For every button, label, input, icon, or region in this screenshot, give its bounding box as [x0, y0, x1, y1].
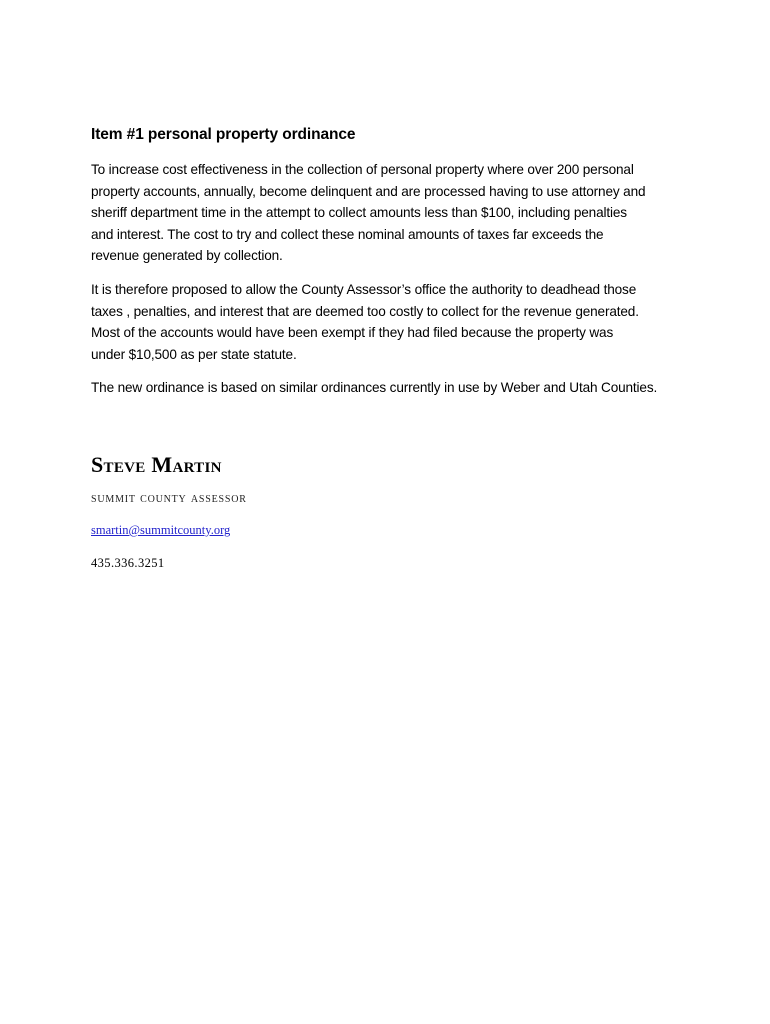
paragraph-2	[91, 279, 691, 365]
paragraph-line: under $10,500 as per state statute.	[91, 346, 297, 362]
paragraph-line: sheriff department time in the attempt to collect amounts less than $100, including penalties	[91, 205, 627, 221]
paragraph-line: property accounts, annually, become delinquent and are processed having to use attorney and	[91, 183, 646, 199]
paragraph-3	[91, 377, 691, 399]
paragraph-line: Most of the accounts would have been exempt if they had filed because the property was	[91, 325, 614, 341]
paragraph-line: It is therefore proposed to allow the County Assessor’s office the authority to deadhead those	[91, 281, 637, 297]
document-heading: Item #1 personal property ordinance	[91, 126, 356, 143]
signature-title: summit county assessor	[91, 491, 247, 506]
paragraph-line: taxes , penalties, and interest that are deemed too costly to collect for the revenue generated.	[91, 303, 639, 319]
signature-name: Steve Martin	[91, 452, 222, 477]
paragraph-line: revenue generated by collection.	[91, 248, 283, 264]
document-body	[91, 125, 691, 411]
paragraph-line: and interest. The cost to try and collect these nominal amounts of taxes far exceeds the	[91, 226, 604, 242]
paragraph-line: To increase cost effectiveness in the collection of personal property where over 200 personal	[91, 162, 634, 177]
signature-block	[91, 452, 491, 571]
paragraph-1	[91, 159, 691, 267]
paragraph-line: The new ordinance is based on similar ordinances currently in use by Weber and Utah Counties.	[91, 380, 658, 396]
signature-phone: 435.336.3251	[91, 556, 165, 570]
signature-email-link[interactable]: smartin@summitcounty.org	[91, 523, 231, 537]
